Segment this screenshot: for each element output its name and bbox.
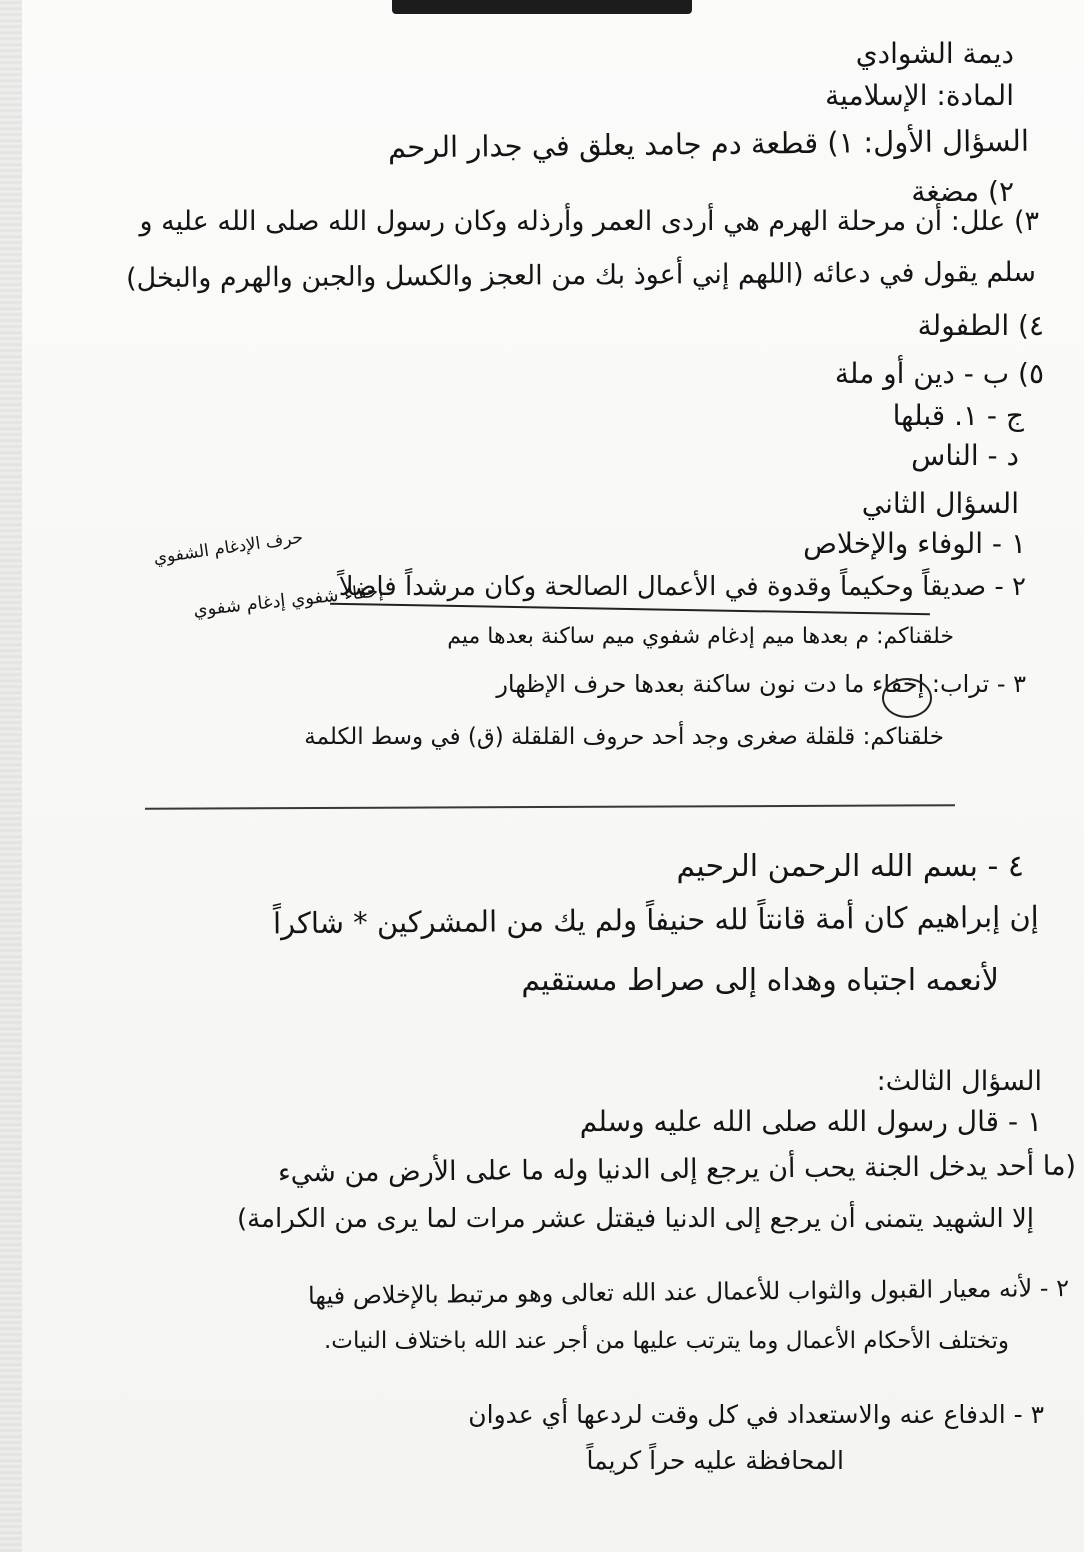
q2-item-4-basmala: ٤ - بسم الله الرحمن الرحيم [676, 849, 1024, 884]
q2-item-3-line-1: خلقناكم: م بعدها ميم إدغام شفوي ميم ساكنة بعدها ميم [447, 624, 954, 649]
q2-note-mid: إخفاء شفوي إدغام شفوي [192, 580, 385, 621]
page-edge [0, 0, 22, 1552]
subject-label: المادة: الإسلامية [825, 79, 1014, 112]
q1-line-5: ٤) الطفولة [917, 309, 1044, 342]
q3-title: السؤال الثالث: [876, 1066, 1042, 1097]
q3-item-2-line-1: ٢ - لأنه معيار القبول والثواب للأعمال عند الله تعالى وهو مرتبط بالإخلاص فيها [307, 1274, 1070, 1310]
q2-item-1: ١ - الوفاء والإخلاص [803, 527, 1026, 560]
q3-item-1-line-3: إلا الشهيد يتمنى أن يرجع إلى الدنيا فيقتل عشر مرات لما يرى من الكرامة) [237, 1204, 1034, 1234]
q3-item-1-line-1: ١ - قال رسول الله صلى الله عليه وسلم [579, 1105, 1042, 1138]
q3-item-2-line-2: وتختلف الأحكام الأعمال وما يترتب عليها من أجر عند الله باختلاف النيات. [324, 1328, 1009, 1354]
q2-note-top: حرف الإدغام الشفوي [152, 527, 305, 569]
q2-title: السؤال الثاني [861, 487, 1019, 520]
q1-line-7: ج - ١. قبلها [892, 399, 1024, 432]
q3-item-1-line-2: (ما أحد يدخل الجنة يحب أن يرجع إلى الدنيا وله ما على الأرض من شيء [277, 1150, 1077, 1189]
q2-item-2: ٢ - صديقاً وحكيماً وقدوة في الأعمال الصالحة وكان مرشداً فاضلاً [338, 572, 1026, 602]
q2-item-2-underline [330, 603, 930, 615]
q2-item-3-line-3: خلقناكم: قلقلة صغرى وجد أحد حروف القلقلة (ق) في وسط الكلمة [304, 724, 944, 750]
binder-mark [392, 0, 692, 14]
q1-line-6: ٥) ب - دين أو ملة [834, 357, 1044, 390]
q2-item-4-verse-2: لأنعمه اجتباه وهداه إلى صراط مستقيم [521, 963, 999, 998]
q2-item-3-line-2: ٣ - تراب: إخفاء ما دت نون ساكنة بعدها حرف الإظهار [496, 670, 1026, 698]
annotation-circle [882, 678, 932, 718]
q1-line-3: ٣) علل: أن مرحلة الهرم هي أردى العمر وأرذله وكان رسول الله صلى الله عليه و [139, 206, 1039, 237]
student-name: ديمة الشوادي [855, 37, 1014, 70]
q1-line-4: سلم يقول في دعائه (اللهم إني أعوذ بك من العجز والكسل والجبن والهرم والبخل) [125, 256, 1037, 295]
q3-item-3-line-2: المحافظة عليه حراً كريماً [586, 1446, 844, 1475]
q3-item-3-line-1: ٣ - الدفاع عنه والاستعداد في كل وقت لردعها أي عدوان [468, 1400, 1044, 1429]
q1-line-8: د - الناس [911, 439, 1019, 472]
q1-line-1: السؤال الأول: ١) قطعة دم جامد يعلق في جدار الرحم [387, 123, 1030, 165]
q2-item-4-verse-1: إن إبراهيم كان أمة قانتاً لله حنيفاً ولم يك من المشركين * شاكراً [273, 899, 1040, 941]
divider-line [145, 804, 955, 810]
q1-line-2: ٢) مضغة [911, 175, 1014, 208]
